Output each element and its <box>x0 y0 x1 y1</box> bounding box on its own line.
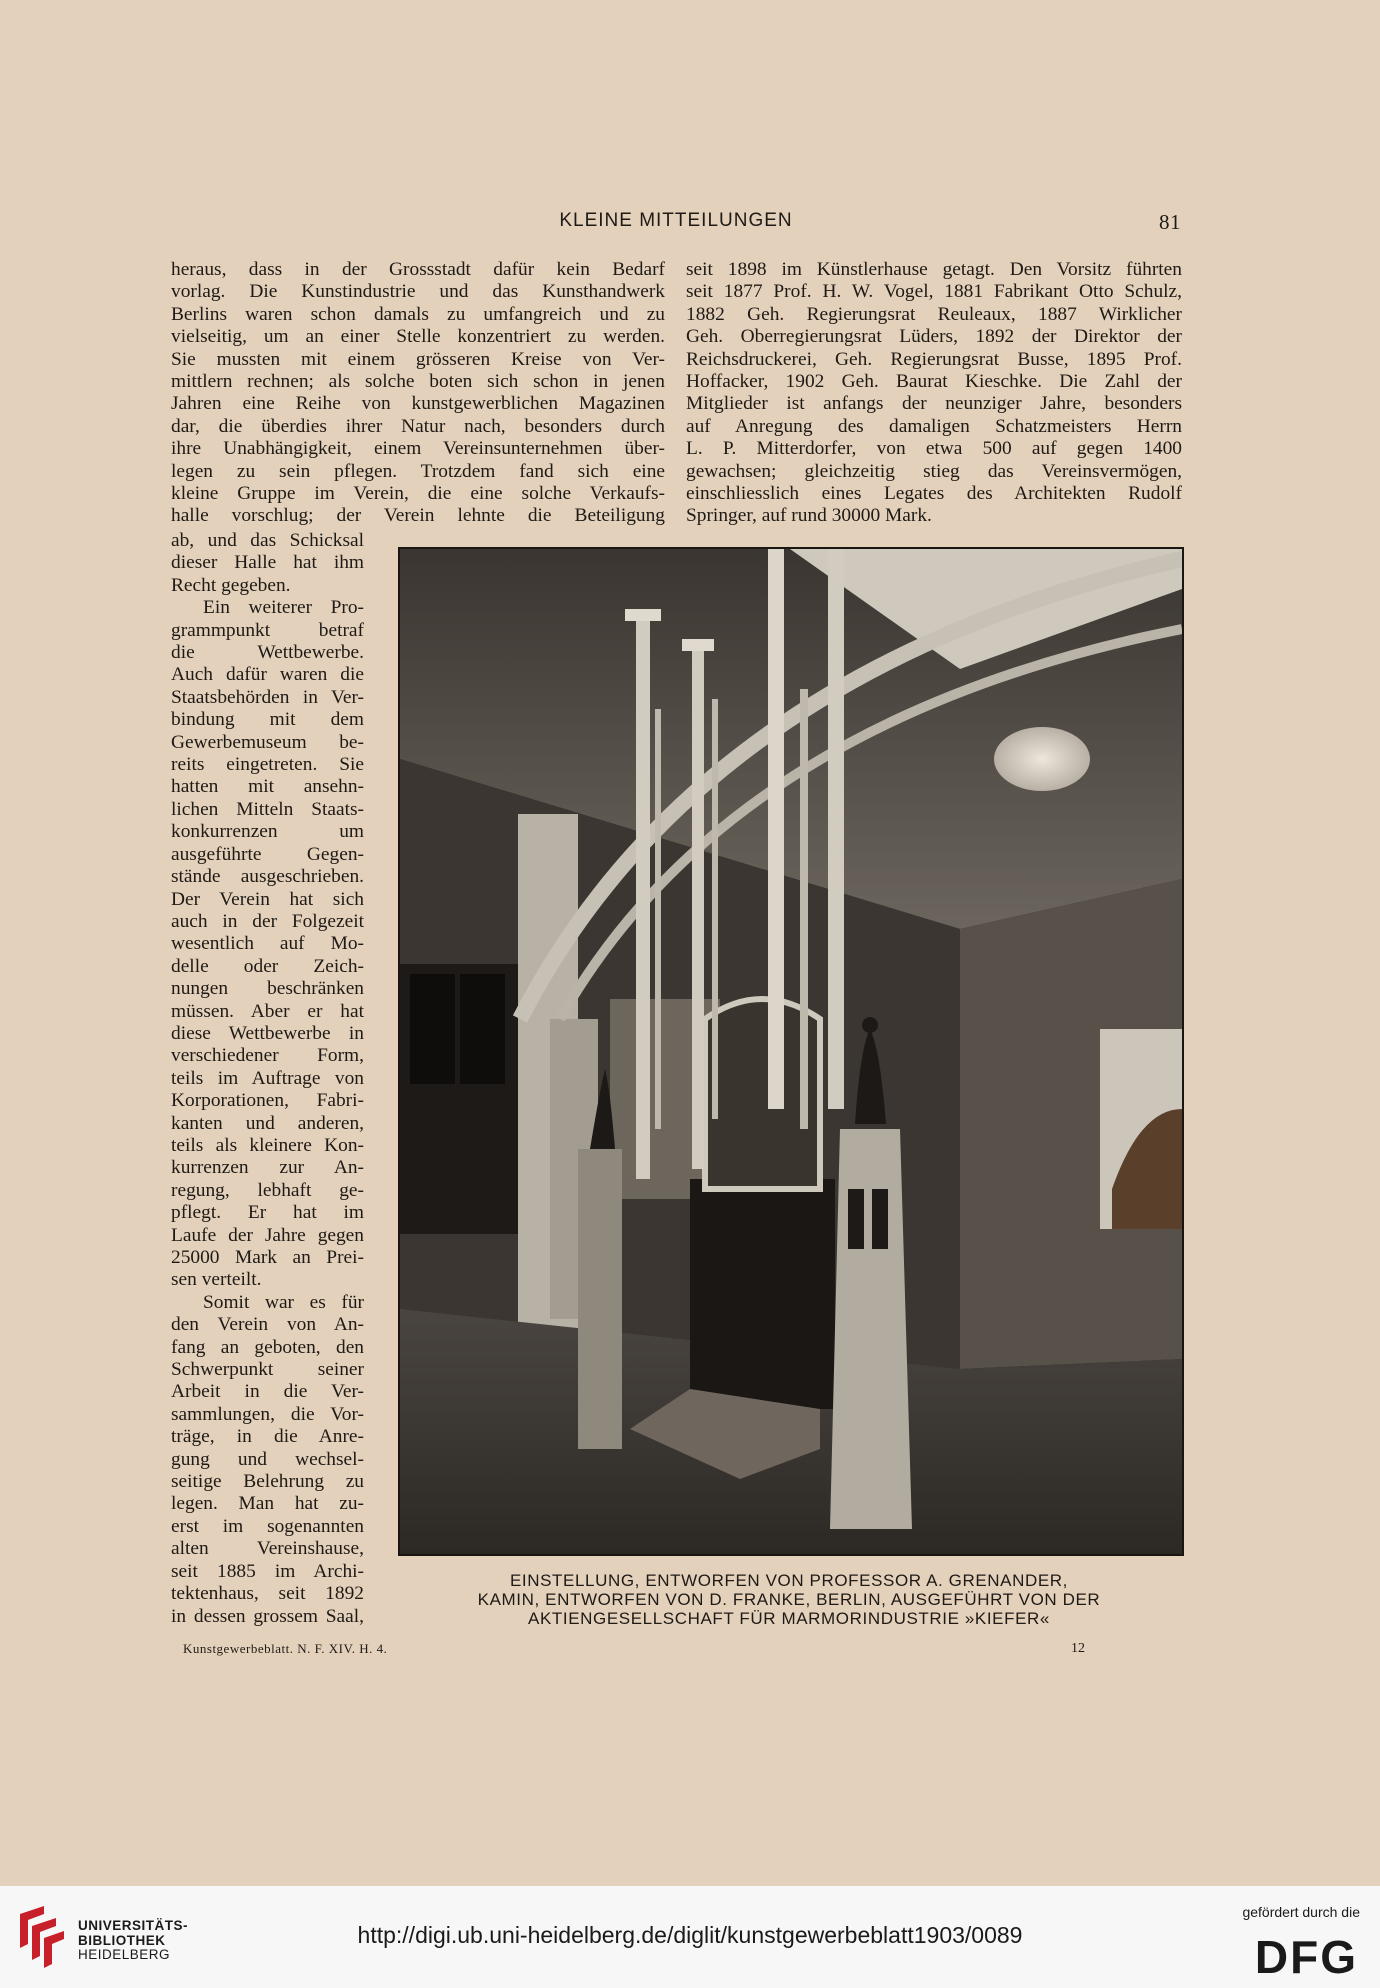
sheet-number: 12 <box>1071 1641 1085 1656</box>
text-line: Mitglieder ist anfangs der neunziger Jahre, besonders <box>686 393 1182 415</box>
text-line: reits eingetreten. Sie <box>171 754 364 776</box>
text-line: pflegt. Er hat im <box>171 1202 364 1224</box>
text-line: ab, und das Schicksal <box>171 530 364 551</box>
text-line: konkurrenzen um <box>171 821 364 843</box>
text-line: Reichsdruckerei, Geh. Regierungsrat Busse, 1895 Prof. <box>686 348 1182 370</box>
text-line: die Wettbewerbe. <box>171 642 364 664</box>
page-number: 81 <box>1159 210 1181 234</box>
running-title: KLEINE MITTEILUNGEN <box>559 210 793 231</box>
text-line: verschiedener Form, <box>171 1045 364 1067</box>
caption-line: KAMIN, ENTWORFEN VON D. FRANKE, BERLIN, AUSGEFÜHRT VON DER <box>477 1590 1101 1609</box>
text-line: mittlern rechnen; als solche boten sich schon in jenen <box>171 371 665 393</box>
text-line: Der Verein hat sich <box>171 888 364 910</box>
text-line: vielseitig, um an einer Stelle konzentriert zu werden. <box>171 326 665 348</box>
caption-line: AKTIENGESELLSCHAFT FÜR MARMORINDUSTRIE »KIEFER« <box>528 1609 1050 1628</box>
dfg-logo-icon: DFG <box>1254 1931 1358 1983</box>
library-name-line: UNIVERSITÄTS- <box>78 1918 189 1933</box>
text-line: vorlag. Die Kunstindustrie und das Kunsthandwerk <box>171 281 665 303</box>
text-line: ihre Unabhängigkeit, einem Vereinsunternehmen über- <box>171 438 665 460</box>
text-line: ausgeführte Gegen- <box>171 843 364 865</box>
text-line: Korporationen, Fabri- <box>171 1090 364 1112</box>
text-line: Somit war es für <box>203 1291 364 1313</box>
right-column <box>686 259 1182 528</box>
text-line: träge, in die Anre- <box>171 1426 364 1448</box>
viewer-footer-bar <box>0 1886 1380 1988</box>
funding-note: gefördert durch die <box>1242 1904 1360 1920</box>
library-name-line: HEIDELBERG <box>78 1947 171 1962</box>
text-line: legen. Man hat zu- <box>171 1493 364 1515</box>
text-line: L. P. Mitterdorfer, von etwa 500 auf gegen 1400 <box>686 438 1182 460</box>
text-line: dieser Halle hat ihm <box>171 552 364 574</box>
text-line: sen verteilt. <box>171 1269 262 1291</box>
text-line: in dessen grossem Saal, <box>171 1605 364 1627</box>
text-line: 25000 Mark an Prei- <box>171 1247 364 1268</box>
text-line: teils im Auftrage von <box>171 1067 364 1089</box>
text-line: halle vorschlug; der Verein lehnte die Beteiligung <box>171 505 665 527</box>
interior-photograph-icon <box>400 549 1182 1554</box>
text-line: hatten mit ansehn- <box>171 776 364 798</box>
text-line: nungen beschränken <box>171 978 364 1000</box>
plate-caption <box>396 1571 1182 1628</box>
text-line: gung und wechsel- <box>171 1448 364 1470</box>
interior-photograph <box>398 547 1184 1556</box>
text-line: auch in der Folgezeit <box>171 910 364 932</box>
text-line: den Verein von An- <box>171 1314 364 1336</box>
text-line: fang an geboten, den <box>171 1336 364 1358</box>
text-line: seit 1877 Prof. H. W. Vogel, 1881 Fabrikant Otto Schulz, <box>686 281 1182 303</box>
signature-line: Kunstgewerbeblatt. N. F. XIV. H. 4. <box>183 1641 388 1656</box>
text-line: dar, die überdies ihrer Natur nach, besonders durch <box>171 415 665 437</box>
text-line: Recht gegeben. <box>171 574 291 596</box>
text-line: kleine Gruppe im Verein, die eine solche Verkaufs- <box>171 483 665 505</box>
permalink-url[interactable]: http://digi.ub.uni-heidelberg.de/diglit/kunstgewerbeblatt1903/0089 <box>357 1922 1023 1948</box>
running-header <box>171 210 1181 236</box>
text-line: grammpunkt betraf <box>171 619 364 641</box>
text-line: wesentlich auf Mo- <box>171 933 364 955</box>
text-line: erst im sogenannten <box>171 1515 364 1537</box>
text-line: Staatsbehörden in Ver- <box>171 686 364 708</box>
text-line: kurrenzen zur An- <box>171 1157 364 1179</box>
text-line: einschliesslich eines Legates des Architekten Rudolf <box>686 483 1182 505</box>
text-line: Gewerbemuseum be- <box>171 731 364 753</box>
left-column-narrow <box>171 530 364 1628</box>
caption-line: EINSTELLUNG, ENTWORFEN VON PROFESSOR A. GRENANDER, <box>509 1571 1069 1590</box>
text-line: kanten und anderen, <box>171 1112 364 1134</box>
text-line: Jahren eine Reihe von kunstgewerblichen Magazinen <box>171 393 665 415</box>
text-line: delle oder Zeich- <box>171 955 364 977</box>
text-line: stände ausgeschrieben. <box>171 866 364 888</box>
text-line: 1882 Geh. Regierungsrat Reuleaux, 1887 Wirklicher <box>686 303 1182 325</box>
text-line: Sie mussten mit einem grösseren Kreise von Ver- <box>171 348 665 370</box>
text-line: sammlungen, die Vor- <box>171 1403 364 1425</box>
text-line: Springer, auf rund 30000 Mark. <box>686 505 932 527</box>
text-line: heraus, dass in der Grossstadt dafür kein Bedarf <box>171 259 665 280</box>
text-line: tektenhaus, seit 1892 <box>171 1583 364 1605</box>
text-line: Schwerpunkt seiner <box>171 1359 364 1381</box>
text-line: müssen. Aber er hat <box>171 1000 364 1022</box>
text-line: teils als kleinere Kon- <box>171 1134 364 1156</box>
text-line: Laufe der Jahre gegen <box>171 1224 364 1246</box>
text-line: alten Vereinshause, <box>171 1538 364 1560</box>
text-line: lichen Mitteln Staats- <box>171 798 364 820</box>
text-line: Auch dafür waren die <box>171 664 364 686</box>
text-line: Ein weiterer Pro- <box>203 597 364 619</box>
text-line: regung, lebhaft ge- <box>171 1179 364 1201</box>
text-line: Arbeit in die Ver- <box>171 1381 364 1403</box>
library-name-line: BIBLIOTHEK <box>78 1932 166 1948</box>
text-line: seitige Belehrung zu <box>171 1471 364 1493</box>
text-line: diese Wettbewerbe in <box>171 1022 364 1044</box>
text-line: Geh. Oberregierungsrat Lüders, 1892 der Direktor der <box>686 326 1182 348</box>
text-line: gewachsen; gleichzeitig stieg das Vereinsvermögen, <box>686 460 1182 482</box>
text-line: bindung mit dem <box>171 709 364 731</box>
text-line: Hoffacker, 1902 Geh. Baurat Kieschke. Die Zahl der <box>686 371 1182 393</box>
left-column-top <box>171 259 665 528</box>
text-line: Berlins waren schon damals zu umfangreich und zu <box>171 303 665 325</box>
text-line: auf Anregung des damaligen Schatzmeisters Herrn <box>686 415 1182 437</box>
text-line: legen zu sein pflegen. Trotzdem fand sich eine <box>171 460 665 482</box>
text-line: seit 1885 im Archi- <box>171 1560 364 1582</box>
text-line: seit 1898 im Künstlerhause getagt. Den Vorsitz führten <box>686 259 1182 280</box>
